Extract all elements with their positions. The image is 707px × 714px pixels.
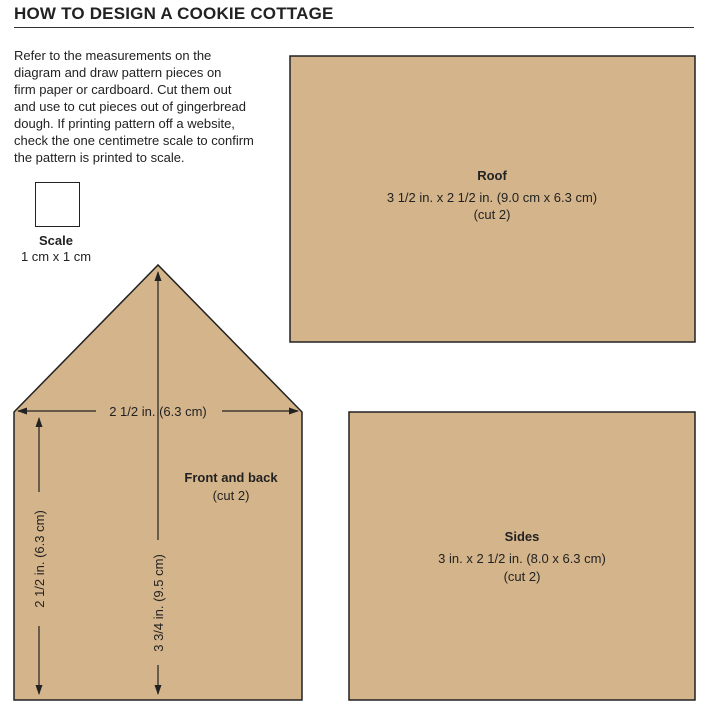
instructions-line: check the one centimetre scale to confirm (14, 133, 254, 148)
roof-quantity: (cut 2) (473, 207, 511, 222)
front-back-quantity: (cut 2) (212, 488, 250, 503)
sides-name: Sides (504, 529, 540, 544)
scale-size: 1 cm x 1 cm (20, 249, 92, 264)
sides-quantity: (cut 2) (503, 569, 541, 584)
scale-title: Scale (39, 233, 73, 248)
instructions-line: dough. If printing pattern off a website, (14, 116, 235, 131)
instructions-line: and use to cut pieces out of gingerbread (14, 99, 246, 114)
roof-name: Roof (477, 168, 507, 183)
instructions-line: diagram and draw pattern pieces on (14, 65, 222, 80)
roof-dimensions: 3 1/2 in. x 2 1/2 in. (9.0 cm x 6.3 cm) (386, 190, 598, 205)
page-title: HOW TO DESIGN A COOKIE COTTAGE (14, 4, 334, 23)
front-back-width-label: 2 1/2 in. (6.3 cm) (109, 404, 207, 419)
sides-dimensions: 3 in. x 2 1/2 in. (8.0 x 6.3 cm) (438, 551, 606, 566)
instructions-line: Refer to the measurements on the (14, 48, 212, 63)
front-back-name: Front and back (184, 470, 278, 485)
front-back-total-height-label: 3 3/4 in. (9.5 cm) (151, 554, 166, 652)
instructions-line: firm paper or cardboard. Cut them out (14, 82, 232, 97)
front-back-wall-height-label: 2 1/2 in. (6.3 cm) (32, 510, 47, 608)
instructions-line: the pattern is printed to scale. (14, 150, 185, 165)
